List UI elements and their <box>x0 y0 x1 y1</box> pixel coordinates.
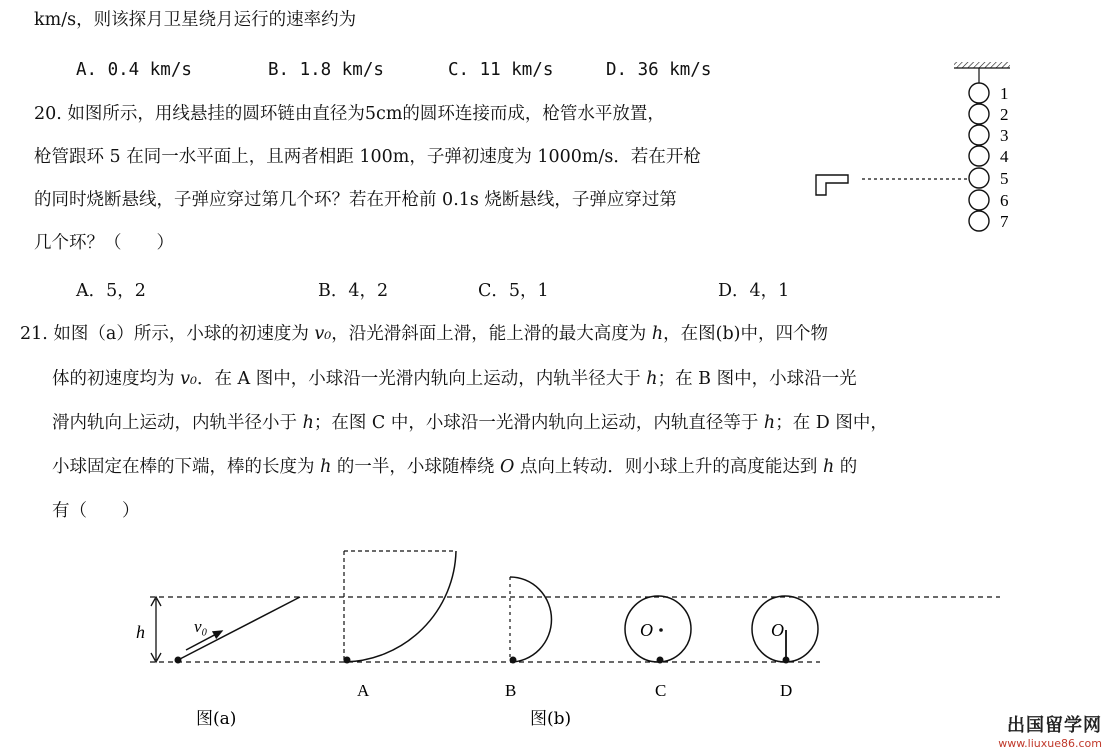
ball-track-a <box>344 657 351 664</box>
ring-label-3: 3 <box>1000 126 1009 145</box>
center-label-c: O <box>640 620 653 640</box>
height-label: h <box>136 622 145 642</box>
q19-option-a: A. 0.4 km/s <box>76 60 192 80</box>
figure-a <box>136 597 1000 664</box>
q19-text-tail: km/s，则该探月卫星绕月运行的速率约为 <box>34 10 357 30</box>
ring-1 <box>969 83 989 103</box>
q21-line-3: 滑内轨向上运动，内轨半径小于 h；在图 C 中，小球沿一光滑内轨向上运动，内轨直径等于 h；在 D 图中， <box>52 413 888 433</box>
figure-b-b <box>510 577 552 664</box>
track-a-arc <box>344 551 456 662</box>
ring-4 <box>969 146 989 166</box>
ring-label-4: 4 <box>1000 147 1009 166</box>
q20-line-3: 的同时烧断悬线，子弹应穿过第几个环？若在开枪前 0.1s 烧断悬线，子弹应穿过第 <box>34 190 677 210</box>
figure-b-c <box>625 596 691 664</box>
ring-label-5: 5 <box>1000 169 1009 188</box>
q20-option-d: D．4，1 <box>718 281 790 301</box>
ring-5 <box>969 168 989 188</box>
q19-option-b: B. 1.8 km/s <box>268 60 384 80</box>
q19-option-c: C. 11 km/s <box>448 60 554 80</box>
ball-track-b <box>510 657 517 664</box>
ring-label-2: 2 <box>1000 105 1009 124</box>
ball-a <box>175 657 182 664</box>
q20-line-1: 20. 如图所示，用线悬挂的圆环链由直径为5cm的圆环连接而成，枪管水平放置， <box>34 104 665 124</box>
q19-option-d: D. 36 km/s <box>606 60 712 80</box>
caption-figure-b: 图(b) <box>530 709 572 729</box>
q20-line-2: 枪管跟环 5 在同一水平面上，且两者相距 100m，子弹初速度为 1000m/s．若在开枪 <box>34 147 701 167</box>
rod-path-circle <box>752 596 818 662</box>
watermark-url: www.liuxue86.com <box>998 737 1102 750</box>
watermark-title: 出国留学网 <box>1007 715 1102 736</box>
q21-line-1: 21. 如图（a）所示，小球的初速度为 v₀，沿光滑斜面上滑，能上滑的最大高度为 h，在图(b)中，四个物 <box>20 324 828 344</box>
q20-option-c: C．5，1 <box>478 281 549 301</box>
ring-2 <box>969 104 989 124</box>
ring-6 <box>969 190 989 210</box>
ring-chain-diagram <box>816 62 1010 231</box>
ceiling-hatch <box>954 62 1010 68</box>
label-b: B <box>505 681 517 700</box>
center-dot-c <box>659 628 663 632</box>
label-d: D <box>780 681 793 700</box>
q21-line-5: 有（ ） <box>52 501 140 521</box>
watermark <box>998 711 1102 750</box>
track-c-circle <box>625 596 691 662</box>
ring-label-6: 6 <box>1000 191 1009 210</box>
q21-line-4: 小球固定在棒的下端，棒的长度为 h 的一半，小球随棒绕 O 点向上转动．则小球上升的高度能达到 h 的 <box>52 457 858 477</box>
velocity-label: v₀ <box>194 617 208 636</box>
ball-rod-d <box>783 657 790 664</box>
q21-line-2: 体的初速度均为 v₀．在 A 图中，小球沿一光滑内轨向上运动，内轨半径大于 h；在 B 图中，小球沿一光 <box>52 369 857 389</box>
ring-3 <box>969 125 989 145</box>
figure-b-a <box>344 551 457 664</box>
ring-7 <box>969 211 989 231</box>
caption-figure-a: 图(a) <box>196 709 237 729</box>
figure-b-d <box>752 596 818 664</box>
track-b-arc <box>510 577 551 662</box>
q20-option-a: A．5，2 <box>76 281 146 301</box>
ring-label-7: 7 <box>1000 212 1009 231</box>
ring-label-1: 1 <box>1000 84 1009 103</box>
ball-track-c <box>657 657 664 664</box>
center-label-d: O <box>771 620 784 640</box>
label-a: A <box>357 681 370 700</box>
label-c: C <box>655 681 667 700</box>
gun-barrel-icon <box>816 175 848 195</box>
q20-line-4: 几个环？（ ） <box>34 233 174 253</box>
q20-option-b: B．4，2 <box>318 281 389 301</box>
